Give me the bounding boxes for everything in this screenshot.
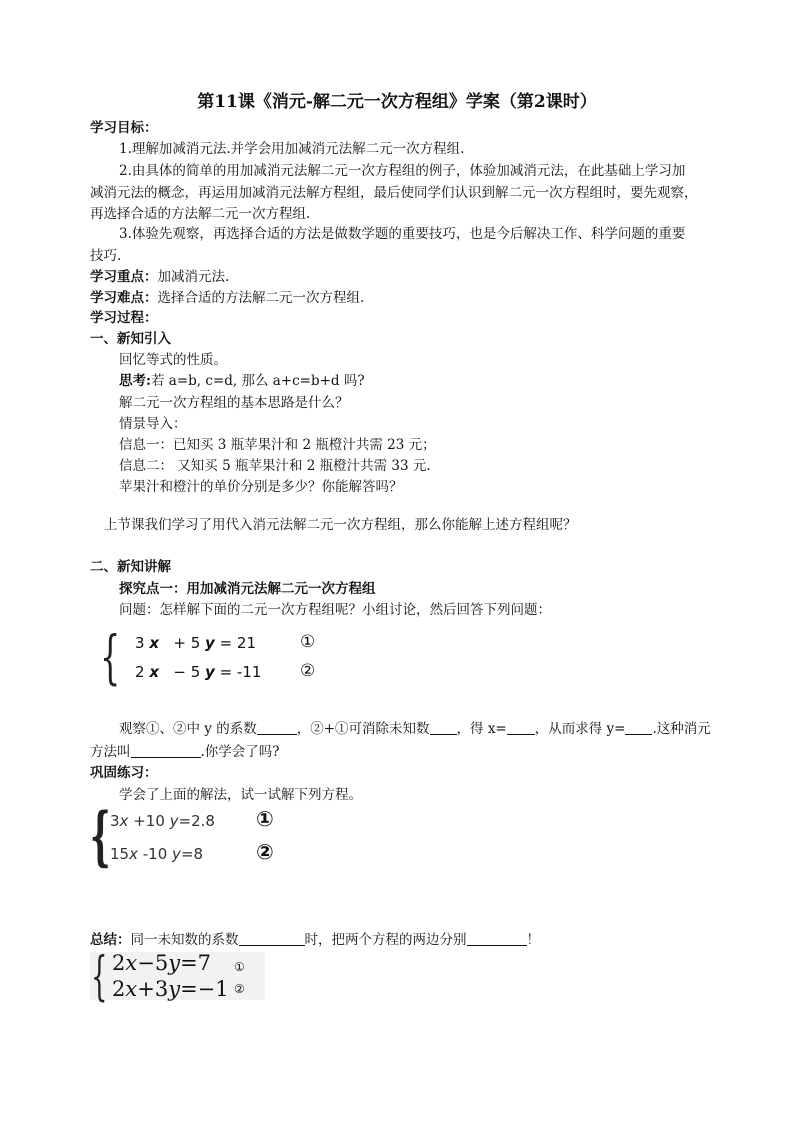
think-label: 思考: bbox=[119, 373, 151, 389]
coef: 3 bbox=[135, 634, 145, 652]
objective-1: 1.理解加减消元法.并学会用加减消元法解二元一次方程组. bbox=[119, 141, 465, 157]
var-y: y bbox=[168, 951, 181, 975]
objective-3-line1: 3.体验先观察，再选择合适的方法是做数学题的重要技巧，也是今后解决工作、科学问题的重要 bbox=[119, 226, 686, 242]
key-point-text: 加减消元法. bbox=[157, 269, 230, 285]
circle-1-icon: ① bbox=[234, 960, 245, 974]
explore-title: 探究点一：用加减消元法解二元一次方程组 bbox=[119, 581, 376, 597]
section2-heading: 二、新知讲解 bbox=[90, 559, 171, 575]
difficulty bbox=[90, 288, 364, 308]
var-y: y bbox=[169, 812, 179, 830]
rhs: =−1 bbox=[180, 977, 229, 1001]
think-text: 若 a=b, c=d, 那么 a+c=b+d 吗? bbox=[150, 373, 365, 389]
basic-idea-text: 解二元一次方程组的基本思路是什么？ bbox=[119, 395, 349, 411]
rhs: =2.8 bbox=[178, 812, 215, 830]
blank-field[interactable] bbox=[507, 720, 535, 735]
key-point-label: 学习重点： bbox=[90, 269, 158, 285]
left-brace: { bbox=[91, 947, 108, 1007]
objective-2-line1: 2.由具体的简单的用加减消元法解二元一次方程组的例子，体验加减消元法，在此基础上学习加 bbox=[119, 163, 686, 179]
difficulty-label: 学习难点： bbox=[90, 290, 158, 306]
question-text: 苹果汁和橙汁的单价分别是多少？你能解答吗？ bbox=[119, 479, 403, 495]
coef: 3 bbox=[110, 812, 120, 830]
var-y: y bbox=[172, 845, 181, 863]
coef: 2 bbox=[112, 951, 126, 975]
left-brace: { bbox=[90, 799, 111, 874]
operator: + bbox=[173, 634, 186, 652]
page-title: 第11课《消元-解二元一次方程组》学案（第2课时） bbox=[197, 92, 597, 112]
system1-eq1 bbox=[135, 634, 256, 652]
blank-field[interactable] bbox=[239, 931, 305, 946]
blank-field[interactable] bbox=[257, 720, 297, 735]
summary-label: 总结： bbox=[90, 932, 131, 948]
system2-eq1 bbox=[110, 812, 215, 830]
problem-text: 问题：怎样解下面的二元一次方程组呢？小组讨论，然后回答下列问题： bbox=[119, 602, 551, 618]
summary-text-a: 同一未知数的系数 bbox=[130, 932, 239, 948]
summary-line bbox=[90, 930, 540, 950]
practice-intro: 学会了上面的解法，试一试解下列方程。 bbox=[119, 787, 362, 803]
operator: −5 bbox=[137, 951, 169, 975]
rhs: = 21 bbox=[219, 634, 257, 652]
var-x: x bbox=[125, 977, 138, 1001]
circle-2-icon: ② bbox=[300, 661, 316, 681]
coef: 2 bbox=[112, 977, 126, 1001]
circle-1-icon: ① bbox=[256, 807, 274, 831]
think-line bbox=[119, 371, 365, 391]
system1-eq2 bbox=[135, 663, 261, 681]
rhs: =7 bbox=[180, 951, 212, 975]
var-x: x bbox=[125, 951, 138, 975]
observe-text-b: ，②+①可消除未知数 bbox=[296, 721, 430, 737]
operator: +3 bbox=[137, 977, 169, 1001]
operator: +10 bbox=[133, 812, 165, 830]
coef: 5 bbox=[190, 634, 201, 652]
coef: 2 bbox=[135, 663, 145, 681]
operator: − bbox=[173, 663, 186, 681]
system3-eq2 bbox=[112, 977, 229, 1001]
summary-text-b: 时，把两个方程的两边分别 bbox=[304, 932, 467, 948]
objectives-heading: 学习目标： bbox=[90, 120, 158, 136]
observe-text-c: ，得 x= bbox=[456, 721, 507, 737]
difficulty-text: 选择合适的方法解二元一次方程组. bbox=[157, 290, 365, 306]
var-x: x bbox=[149, 663, 160, 681]
observe-text-a: 观察①、②中 y 的系数 bbox=[119, 721, 257, 737]
info1-text: 信息一：已知买 3 瓶苹果汁和 2 瓶橙汁共需 23 元； bbox=[119, 437, 436, 453]
var-y: y bbox=[205, 663, 215, 681]
summary-text-c: ！ bbox=[526, 932, 540, 948]
blank-field[interactable] bbox=[625, 720, 652, 735]
circle-1-icon: ① bbox=[300, 632, 316, 652]
blank-field[interactable] bbox=[467, 931, 527, 946]
rhs: =8 bbox=[180, 845, 204, 863]
var-x: x bbox=[129, 845, 138, 863]
section1-heading: 一、新知引入 bbox=[90, 331, 171, 347]
var-y: y bbox=[205, 634, 215, 652]
blank-field[interactable] bbox=[131, 743, 201, 758]
objective-2-line3: 再选择合适的方法解二元一次方程组. bbox=[90, 206, 311, 222]
observe-text-e: .这种消元 bbox=[652, 721, 711, 737]
recall-text: 回忆等式的性质。 bbox=[119, 352, 227, 368]
observe-text-g: .你学会了吗? bbox=[200, 744, 280, 760]
coef: 5 bbox=[190, 663, 201, 681]
coef: 15 bbox=[110, 845, 130, 863]
operator: -10 bbox=[142, 845, 168, 863]
transition-text: 上节课我们学习了用代入消元法解二元一次方程组，那么你能解上述方程组呢？ bbox=[104, 517, 577, 533]
system2-eq2 bbox=[110, 845, 203, 863]
var-x: x bbox=[149, 634, 160, 652]
observe-text-f: 方法叫 bbox=[90, 744, 131, 760]
system3-eq1 bbox=[112, 951, 211, 975]
observe-line2 bbox=[90, 742, 280, 762]
var-y: y bbox=[168, 977, 181, 1001]
info2-text: 信息二： 又知买 5 瓶苹果汁和 2 瓶橙汁共需 33 元. bbox=[119, 458, 431, 474]
objective-2-line2: 减消元法的概念，再运用加减消元法解方程组，最后使同学们认识到解二元一次方程组时，要先观察， bbox=[90, 185, 698, 201]
blank-field[interactable] bbox=[430, 720, 457, 735]
observe-text-d: ，从而求得 y= bbox=[534, 721, 626, 737]
circle-2-icon: ② bbox=[256, 840, 274, 864]
scenario-text: 情景导入： bbox=[119, 416, 187, 432]
observe-line1 bbox=[119, 719, 711, 739]
left-brace: { bbox=[100, 623, 121, 691]
practice-heading: 巩固练习： bbox=[90, 765, 158, 781]
objective-3-line2: 技巧. bbox=[90, 248, 122, 264]
key-point bbox=[90, 267, 229, 287]
circle-2-icon: ② bbox=[234, 982, 245, 996]
rhs: = -11 bbox=[219, 663, 262, 681]
process-heading: 学习过程： bbox=[90, 310, 158, 326]
var-x: x bbox=[119, 812, 129, 830]
